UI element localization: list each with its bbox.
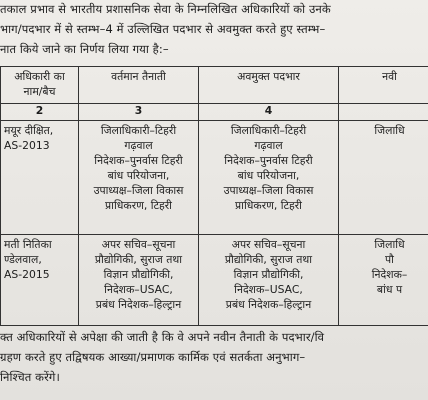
cell-line: प्रौद्योगिकी, सुराज तथा (224, 253, 313, 266)
header-relieved-charge: अवमुक्त पदभार (199, 67, 339, 104)
officer-name: ण्डेलवाल, (4, 253, 42, 266)
cell-line: गढ़वाल (124, 139, 153, 152)
officer-name: मती नितिका (4, 238, 52, 251)
cell-line: निदेशक–पुनर्वास टिहरी (224, 154, 313, 167)
cell-line: जिलाधि (374, 238, 405, 251)
cell-line: निदेशक–पुनर्वास टिहरी (94, 154, 183, 167)
cell-line: जिलाधि (374, 124, 405, 137)
cell-line: अपर सचिव–सूचना (231, 238, 306, 251)
officer-name-cell (1, 121, 79, 235)
column-number: 3 (79, 104, 199, 121)
intro-line-1: तकाल प्रभाव से भारतीय प्रशासनिक सेवा के निम्नलिखित अधिकारियों को उनके (0, 2, 331, 16)
cell-line: बांध परियोजना, (237, 169, 300, 182)
cell-line: निदेशक–USAC, (104, 283, 173, 296)
relieved-charge-cell (199, 235, 339, 326)
cell-line: विज्ञान प्रौद्योगिकी, (233, 268, 304, 281)
header-officer-name: अधिकारी का नाम/बैच (1, 67, 79, 104)
column-number (339, 104, 428, 121)
new-posting-cell (339, 121, 428, 235)
current-posting-cell (79, 121, 199, 235)
cell-line: बांध प (376, 283, 403, 296)
officer-batch: AS-2015 (4, 268, 50, 281)
officer-batch: AS-2013 (4, 139, 50, 152)
cell-line: प्राधिकरण, टिहरी (235, 199, 302, 212)
cell-line: जिलाधिकारी–टिहरी (100, 124, 177, 137)
cell-line: उपाध्यक्ष–जिला विकास (93, 184, 184, 197)
cell-line: जिलाधिकारी–टिहरी (230, 124, 307, 137)
officer-name: मयूर दीक्षित, (4, 124, 54, 137)
cell-line: उपाध्यक्ष–जिला विकास (223, 184, 314, 197)
cell-line: प्रबंध निदेशक–हिल्ट्रान (225, 298, 312, 311)
cell-line: प्रौद्योगिकी, सुराज तथा (94, 253, 183, 266)
cell-line: विज्ञान प्रौद्योगिकी, (103, 268, 174, 281)
cell-line: निदेशक– (371, 268, 408, 281)
intro-line-2: भाग/पदभार में से स्तम्भ–4 में उल्लिखित पदभार से अवमुक्त करते हुए स्तम्भ– (0, 22, 326, 36)
cell-line: गढ़वाल (254, 139, 283, 152)
cell-line: बांध परियोजना, (107, 169, 170, 182)
table-row (1, 235, 428, 326)
cell-line: प्राधिकरण, टिहरी (105, 199, 172, 212)
cell-line: अपर सचिव–सूचना (101, 238, 176, 251)
header-new-posting: नवी (339, 67, 428, 104)
cell-line: प्रबंध निदेशक–हिल्ट्रान (95, 298, 182, 311)
table-row (1, 121, 428, 235)
footer-line-1: क्त अधिकारियों से अपेक्षा की जाती है कि वे अपने नवीन तैनाती के पदभार/वि (0, 330, 325, 344)
officer-name-cell (1, 235, 79, 326)
column-number-row (1, 104, 428, 121)
column-number: 2 (1, 104, 79, 121)
current-posting-cell (79, 235, 199, 326)
relieved-charge-cell (199, 121, 339, 235)
header-current-posting: वर्तमान तैनाती (79, 67, 199, 104)
footer-line-2: ग्रहण करते हुए तद्विषयक आख्या/प्रमाणक कार्मिक एवं सतर्कता अनुभाग– (0, 350, 306, 364)
new-posting-cell (339, 235, 428, 326)
intro-line-3: नात किये जाने का निर्णय लिया गया है:– (0, 42, 169, 56)
cell-line: पौ (385, 253, 394, 266)
cell-line: निदेशक–USAC, (234, 283, 303, 296)
officer-transfer-table (0, 66, 428, 326)
footer-line-3: निश्चित करेंगे। (0, 370, 60, 384)
column-number: 4 (199, 104, 339, 121)
table-header-row (1, 67, 428, 104)
